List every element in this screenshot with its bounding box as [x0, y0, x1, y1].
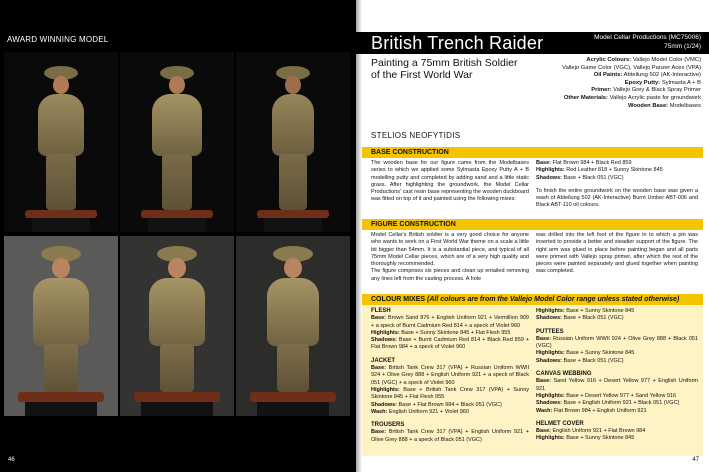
torso [272, 94, 314, 156]
legs [44, 344, 78, 392]
photo-back [236, 52, 350, 232]
colour-mixes-right: Highlights: Base + Sunny Skintone 845 Shadows: Base + Black 051 (VGC) PUTTEES Base: Russian Uniform WWII 924 + Olive Grey 888 + Black 051 (VGC) Highlights: Base + Sunny Skintone 845 Shadows: Base + Black 051 (VGC) CANVAS WEBBING Base: Sand Yellow 916 + Desert Yellow 977 + English Uniform 921 Highlights: Base + Desert Yellow 977 + Sand Yellow 916 Shadows: Base + English Uniform 921 + Black 051 (VGC) Wash: Flat Brown 984 + English Uniform 921 HELMET COVER Base: English Uniform 921 + Flat Brown 984 Highlights: Base + Sunny Skintone 845 [536, 308, 699, 442]
mix-group-title: PUTTEES [536, 328, 564, 335]
article-title: British Trench Raider [371, 33, 544, 53]
mix-group-title: HELMET COVER [536, 420, 584, 427]
materials-row: Oil Paints: Abteilung 502 (AK-Interactive) [593, 72, 701, 79]
publisher: Model Cellar Productions (MC75006) [594, 34, 701, 41]
base-construction-left: The wooden base for our figure came from the Modelbases series to which we applied some Sylmasta Epoxy Putty A + B modelling putty and completed by adding sand and a little static grass. After highlighting the groundwork, the Model Cellar Productions' cast resin base representing the wooden duckboard was fitted on top of it and painted using the following mixes: [371, 160, 529, 203]
face [53, 76, 69, 94]
photo-front-low [120, 236, 234, 416]
photo-right-low [236, 236, 350, 416]
figure-construction-right: was drilled into the left foot of the figure in to which a pin was inserted to provide a better and steadier support of the figure. The right arm was glued in place before painting began and all parts were primed with Vallejo spray primer, after which the rest of the pieces were painted separately and glued together when painting was completed. [536, 232, 698, 275]
materials-row: Acrylic Colours: Vallejo Model Color (VMC) [586, 57, 701, 63]
photo-front [4, 52, 118, 232]
face [169, 76, 185, 94]
wooden-base-top [257, 210, 329, 218]
materials-row: Primer: Vallejo Grey & Black Spray Primer [591, 87, 701, 94]
wooden-base-top [250, 392, 336, 402]
photo-left-low [4, 236, 118, 416]
face [52, 258, 70, 278]
subtitle-line-2: of the First World War [371, 69, 473, 81]
wooden-base-top [25, 210, 97, 218]
right-page-number: 47 [692, 457, 699, 463]
legs [46, 154, 76, 210]
materials-row: Vallejo Game Color (VGC), Vallejo Panzer Aces (VPA) [562, 64, 701, 71]
legs [160, 344, 194, 392]
materials-row: Epoxy Putty: Sylmasta A + B [624, 79, 701, 86]
wooden-base-top [141, 210, 213, 218]
photo-side-left [120, 52, 234, 232]
author-name: STELIOS NEOFYTIDIS [371, 131, 461, 140]
mix-group-title: JACKET [371, 357, 396, 364]
colour-mixes-left: FLESH Base: Brown Sand 876 + English Uniform 921 + Vermillion 909 + a speck of Burnt Cadmium Red 814 + a speck of Violet 960 Highlights: Base + Sunny Skintone 845 + Flat Flesh 955 Shadows: Base + Burnt Cadmium Red 814 + Black Red 859 + Flat Brown 984 + a speck of Violet 960 JACKET Base: British Tank Crew 317 (VPA) + Russian Uniform WWII 924 + Olive Grey 888 + English Uniform 921 + a speck of Black 051 (VGC) + a speck of Violet 960 Highlights: Base + British Tank Crew 317 (VPA) + Sunny Skintone 845 + Flat Flesh 955 Shadows: Base + Flat Brown 984 + Black 051 (VGC) Wash: English Uniform 921 + Violet 960 TROUSERS Base: British Tank Crew 317 (VPA) + English Uniform 921 + Olive Grey 888 + a speck of Black 051 (VGC) [371, 308, 530, 443]
materials-row: Other Materials: Vallejo Acrylic paste for groundwork [563, 94, 701, 101]
wooden-base [257, 402, 329, 416]
base-construction-right: Base: Flat Brown 984 + Black Red 859 Highlights: Red Leather 818 + Sunny Skintone 845 Shadows: Base + Black 051 (VGC) To finish the entire groundwork on the wooden base was given a wash of Abteilung 502 (AK-Interactive) Burnt Umber ABT-006 and Black ABT-110 oil colours. [536, 160, 698, 209]
legs [277, 344, 309, 392]
subtitle-line-1: Painting a 75mm British Soldier [371, 57, 518, 69]
publisher-info [594, 33, 701, 51]
figure-construction-heading: FIGURE CONSTRUCTION [362, 219, 703, 230]
mix-group-title: FLESH [371, 308, 391, 314]
legs [162, 154, 192, 210]
scale: 75mm (1/24) [664, 43, 701, 50]
left-page-number: 46 [8, 457, 15, 463]
wooden-base-top [134, 392, 220, 402]
figure-construction-left: Model Cellar's British soldier is a very good choice for anyone who wants to work on a First World War theme on a scale a little bit bigger than 54mm. It is a substantial piece, and typical of all 75mm Model Cellar pieces, which are of a very high quality and thoroughly recommended. The figure comprises six pieces and clean up entailed removing any lines left from the casting process. A hole [371, 232, 529, 282]
wooden-base-top [18, 392, 104, 402]
torso [33, 278, 89, 346]
mix-group-title: TROUSERS [371, 422, 405, 429]
materials-list [471, 57, 701, 110]
torso [149, 278, 205, 346]
base-construction-heading: BASE CONSTRUCTION [362, 147, 703, 158]
torso [38, 94, 84, 156]
colour-mixes-heading: COLOUR MIXES (All colours are from the Vallejo Model Color range unless stated otherwise) [362, 294, 703, 305]
page-gutter [350, 0, 362, 472]
torso [152, 94, 202, 156]
left-page-header: AWARD WINNING MODEL [7, 35, 109, 44]
wooden-base [264, 218, 322, 232]
torso [267, 278, 319, 346]
legs [279, 154, 307, 210]
face [168, 258, 186, 278]
face [284, 258, 302, 278]
wooden-base [148, 218, 206, 232]
wooden-base [141, 402, 213, 416]
wooden-base [25, 402, 97, 416]
mix-group-title: CANVAS WEBBING [536, 371, 592, 378]
materials-row: Wooden Base: Modelbases [627, 102, 701, 109]
face [285, 76, 301, 94]
wooden-base [32, 218, 90, 232]
